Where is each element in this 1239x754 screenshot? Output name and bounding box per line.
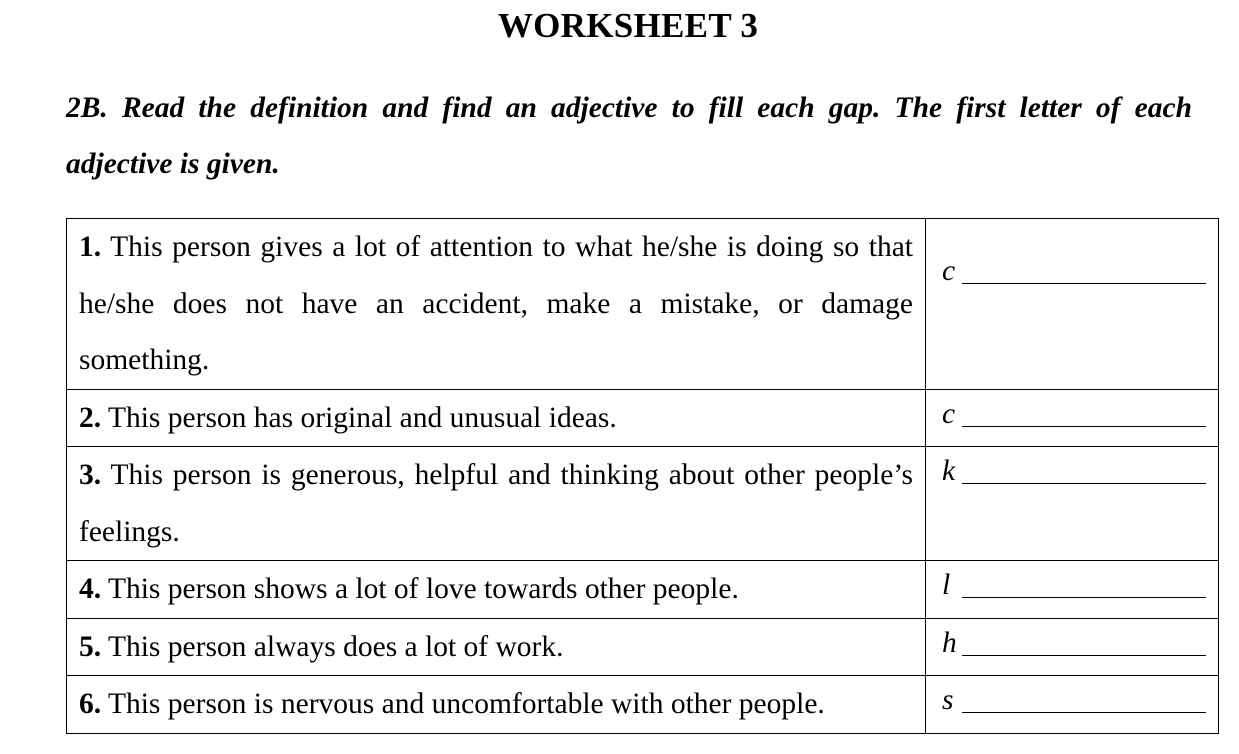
answer-line	[942, 619, 1206, 667]
exercise-table	[66, 218, 1219, 734]
item-number: 1.	[79, 231, 102, 263]
answer-cell	[926, 447, 1219, 561]
answer-blank[interactable]	[962, 406, 1206, 427]
answer-cell	[926, 389, 1219, 447]
item-number: 2.	[79, 401, 102, 434]
item-number: 4.	[79, 573, 102, 605]
definition-cell	[67, 219, 926, 390]
definition-text: This person is generous, helpful and thinking about other people’s feelings.	[79, 459, 913, 548]
first-letter-hint: c	[942, 255, 956, 287]
page-title: WORKSHEET 3	[497, 6, 759, 45]
table-row	[67, 618, 1219, 676]
definition-text: This person always does a lot of work.	[101, 630, 564, 663]
answer-line	[942, 676, 1206, 724]
answer-cell	[926, 618, 1219, 676]
answer-cell	[926, 676, 1219, 734]
table-row	[67, 676, 1219, 734]
item-number: 5.	[79, 630, 102, 663]
answer-blank[interactable]	[962, 263, 1206, 284]
answer-blank[interactable]	[962, 692, 1206, 713]
answer-line	[942, 247, 1206, 295]
definition-cell	[67, 618, 926, 676]
table-row	[67, 219, 1219, 390]
answer-line	[942, 447, 1206, 495]
answer-blank[interactable]	[962, 635, 1206, 656]
answer-blank[interactable]	[962, 463, 1206, 484]
definition-text: This person has original and unusual ideas.	[101, 401, 617, 434]
definition-text: This person gives a lot of attention to what he/she is doing so that he/she does not have an accident, make a mistake, or damage something.	[79, 231, 913, 376]
definition-cell	[67, 447, 926, 561]
first-letter-hint: s	[942, 684, 954, 716]
definition-cell	[67, 676, 926, 734]
exercise-instruction: 2B. Read the definition and find an adjective to fill each gap. The first letter of each adjective is given.	[66, 92, 1192, 180]
answer-cell	[926, 561, 1219, 619]
first-letter-hint: l	[942, 569, 951, 601]
table-row	[67, 389, 1219, 447]
answer-line	[942, 390, 1206, 438]
answer-cell	[926, 219, 1219, 390]
table-row	[67, 561, 1219, 619]
definition-text: This person is nervous and uncomfortable with other people.	[101, 688, 825, 720]
definition-text: This person shows a lot of love towards other people.	[101, 573, 739, 605]
answer-line	[942, 561, 1206, 609]
table-row	[67, 447, 1219, 561]
item-number: 3.	[79, 459, 102, 491]
answer-blank[interactable]	[962, 577, 1206, 598]
definition-cell	[67, 561, 926, 619]
first-letter-hint: k	[942, 455, 956, 487]
item-number: 6.	[79, 688, 102, 720]
first-letter-hint: h	[942, 626, 957, 659]
first-letter-hint: c	[942, 397, 956, 430]
definition-cell	[67, 389, 926, 447]
